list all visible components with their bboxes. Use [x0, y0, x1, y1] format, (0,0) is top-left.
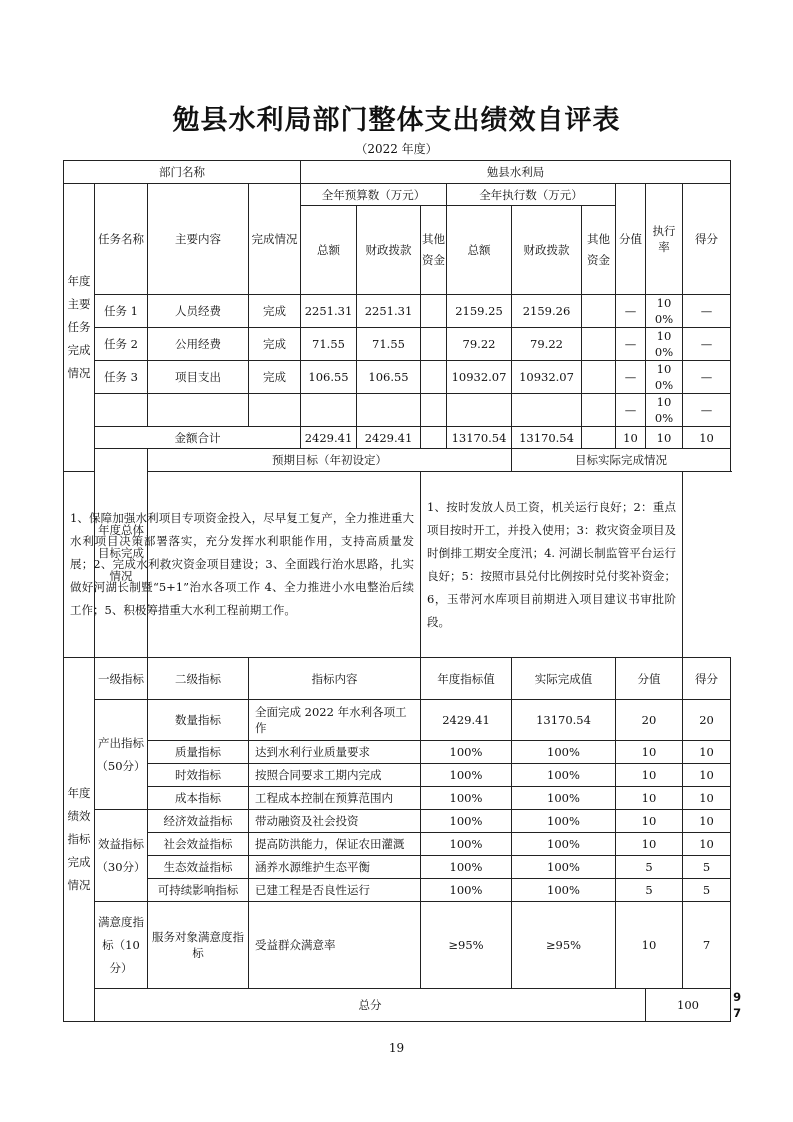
perf-target: ≥95% [421, 902, 512, 989]
perf-header-level2: 二级指标 [148, 658, 249, 700]
header-budget-other: 其他资金 [421, 206, 447, 295]
task-score: — [683, 394, 731, 427]
task-exec-other [582, 295, 616, 328]
task-budget-fiscal: 71.55 [357, 328, 421, 361]
perf-content: 全面完成 2022 年水利各项工作 [249, 700, 421, 741]
task-name: 任务 3 [95, 361, 148, 394]
perf-level2: 生态效益指标 [148, 856, 249, 879]
amount-exec-other [582, 427, 616, 449]
amount-budget-total: 2429.41 [301, 427, 357, 449]
amount-weight: 10 [616, 427, 646, 449]
perf-content: 工程成本控制在预算范围内 [249, 787, 421, 810]
perf-content: 涵养水源维护生态平衡 [249, 856, 421, 879]
perf-weight: 10 [616, 833, 683, 856]
table-row [64, 902, 731, 989]
perf-weight: 10 [616, 810, 683, 833]
perf-actual: 100% [512, 764, 616, 787]
task-header-row [64, 184, 731, 206]
perf-score: 10 [683, 787, 731, 810]
perf-level2: 成本指标 [148, 787, 249, 810]
perf-level2: 时效指标 [148, 764, 249, 787]
task-rate: 100% [646, 394, 683, 427]
page-subtitle: （2022 年度） [355, 142, 438, 156]
performance-table [63, 160, 742, 1022]
table-row [64, 741, 731, 764]
grand-total-label: 总分 [95, 989, 646, 1022]
perf-level2: 质量指标 [148, 741, 249, 764]
grand-total-weight: 100 [646, 989, 731, 1022]
task-budget-fiscal: 106.55 [357, 361, 421, 394]
task-name: 任务 2 [95, 328, 148, 361]
task-exec-other [582, 328, 616, 361]
task-budget-other [421, 295, 447, 328]
perf-target: 100% [421, 810, 512, 833]
perf-content: 达到水利行业质量要求 [249, 741, 421, 764]
task-exec-other [582, 394, 616, 427]
task-score: — [683, 295, 731, 328]
perf-header-target: 年度指标值 [421, 658, 512, 700]
header-status: 完成情况 [249, 184, 301, 295]
perf-target: 100% [421, 787, 512, 810]
perf-weight: 10 [616, 741, 683, 764]
goal-content-row [64, 472, 731, 658]
task-name: 任务 1 [95, 295, 148, 328]
perf-actual: 100% [512, 856, 616, 879]
perf-actual: 100% [512, 741, 616, 764]
header-score: 得分 [683, 184, 731, 295]
perf-header-score: 得分 [683, 658, 731, 700]
perf-actual: 100% [512, 787, 616, 810]
perf-actual: 100% [512, 833, 616, 856]
header-task-name: 任务名称 [95, 184, 148, 295]
task-exec-fiscal: 10932.07 [512, 361, 582, 394]
header-exec-group: 全年执行数（万元） [447, 184, 616, 206]
perf-weight: 10 [616, 764, 683, 787]
amount-rate: 10 [646, 427, 683, 449]
amount-score: 10 [683, 427, 731, 449]
task-section-label: 年度主要任务完成情况 [64, 184, 95, 472]
task-rate: 100% [646, 361, 683, 394]
task-content: 公用经费 [148, 328, 249, 361]
task-exec-total: 79.22 [447, 328, 512, 361]
task-content: 项目支出 [148, 361, 249, 394]
task-exec-total: 10932.07 [447, 361, 512, 394]
task-budget-other [421, 361, 447, 394]
task-weight: — [616, 361, 646, 394]
task-budget-total: 106.55 [301, 361, 357, 394]
perf-target: 2429.41 [421, 700, 512, 741]
header-budget-fiscal: 财政拨款 [357, 206, 421, 295]
perf-score: 10 [683, 833, 731, 856]
perf-score: 10 [683, 764, 731, 787]
task-weight: — [616, 295, 646, 328]
task-budget-total: 71.55 [301, 328, 357, 361]
table-row [64, 328, 731, 361]
task-score: — [683, 328, 731, 361]
task-name [95, 394, 148, 427]
task-exec-other [582, 361, 616, 394]
perf-weight: 5 [616, 879, 683, 902]
goal-header-row [64, 449, 731, 472]
perf-group-name: 产出指标（50分） [95, 700, 148, 810]
task-budget-total [301, 394, 357, 427]
perf-header-content: 指标内容 [249, 658, 421, 700]
goal-expected-text: 1、保障加强水利项目专项资金投入，尽早复工复产，全力推进重大水利项目决策部署落实，充分发挥水利职能作用，支持高质量发展；2、完成水利救灾资金项目建设；3、全面践行治水思路，扎实做好河湖长制暨“5+1”治水各项工作 4、全力推进小水电整治后续工作；5、积极筹措重大水利工程前期工作。 [64, 472, 421, 658]
perf-target: 100% [421, 741, 512, 764]
perf-score: 20 [683, 700, 731, 741]
header-exec-rate: 执行率 [646, 184, 683, 295]
dept-label: 部门名称 [64, 161, 301, 184]
amount-budget-other [421, 427, 447, 449]
dept-row [64, 161, 731, 184]
perf-actual: 100% [512, 810, 616, 833]
perf-target: 100% [421, 833, 512, 856]
perf-weight: 10 [616, 787, 683, 810]
task-exec-fiscal [512, 394, 582, 427]
amount-total-row [64, 427, 731, 449]
table-row [64, 787, 731, 810]
perf-target: 100% [421, 764, 512, 787]
table-row [64, 856, 731, 879]
perf-score: 7 [683, 902, 731, 989]
task-budget-fiscal [357, 394, 421, 427]
table-row [64, 361, 731, 394]
perf-header-weight: 分值 [616, 658, 683, 700]
amount-budget-fiscal: 2429.41 [357, 427, 421, 449]
grand-total-row: 总分 100 97 [64, 989, 731, 1022]
table-row [64, 295, 731, 328]
task-weight: — [616, 394, 646, 427]
perf-header-level1: 一级指标 [95, 658, 148, 700]
task-exec-total [447, 394, 512, 427]
perf-weight: 10 [616, 902, 683, 989]
task-content: 人员经费 [148, 295, 249, 328]
task-rate: 100% [646, 328, 683, 361]
perf-header-row [64, 658, 731, 700]
perf-content: 按照合同要求工期内完成 [249, 764, 421, 787]
header-budget-group: 全年预算数（万元） [301, 184, 447, 206]
perf-weight: 20 [616, 700, 683, 741]
amount-exec-total: 13170.54 [447, 427, 512, 449]
header-exec-total: 总额 [447, 206, 512, 295]
perf-level2: 社会效益指标 [148, 833, 249, 856]
perf-target: 100% [421, 879, 512, 902]
task-budget-total: 2251.31 [301, 295, 357, 328]
goal-section-label: 年度总体目标完成情况 [95, 449, 148, 658]
header-score-weight: 分值 [616, 184, 646, 295]
task-status: 完成 [249, 328, 301, 361]
perf-section-label: 年度绩效指标完成情况 [64, 658, 95, 1022]
table-row [64, 879, 731, 902]
perf-score: 5 [683, 879, 731, 902]
perf-weight: 5 [616, 856, 683, 879]
goal-actual-text: 1、按时发放人员工资，机关运行良好；2：重点项目按时开工，并投入使用；3：救灾资金项目及时倒排工期安全度汛；4. 河湖长制监管平台运行良好；5：按照市县兑付比例按时兑付奖补资金；6，玉带河水库项目前期进入项目建议书审批阶段。 [421, 472, 683, 658]
perf-content: 提高防洪能力，保证农田灌溉 [249, 833, 421, 856]
perf-actual: 13170.54 [512, 700, 616, 741]
task-budget-other [421, 328, 447, 361]
perf-level2: 可持续影响指标 [148, 879, 249, 902]
page-number: 19 [388, 1041, 405, 1055]
perf-content: 带动融资及社会投资 [249, 810, 421, 833]
task-exec-fiscal: 2159.26 [512, 295, 582, 328]
task-exec-fiscal: 79.22 [512, 328, 582, 361]
table-row [64, 810, 731, 833]
perf-actual: 100% [512, 879, 616, 902]
perf-content: 受益群众满意率 [249, 902, 421, 989]
perf-content: 已建工程是否良性运行 [249, 879, 421, 902]
task-budget-other [421, 394, 447, 427]
perf-level2: 数量指标 [148, 700, 249, 741]
perf-score: 10 [683, 810, 731, 833]
header-exec-fiscal: 财政拨款 [512, 206, 582, 295]
task-rate: 100% [646, 295, 683, 328]
table-row [64, 833, 731, 856]
page-title: 勉县水利局部门整体支出绩效自评表 [172, 105, 621, 136]
perf-target: 100% [421, 856, 512, 879]
header-budget-total: 总额 [301, 206, 357, 295]
amount-exec-fiscal: 13170.54 [512, 427, 582, 449]
task-content [148, 394, 249, 427]
header-main-content: 主要内容 [148, 184, 249, 295]
task-status [249, 394, 301, 427]
task-score: — [683, 361, 731, 394]
perf-group-name: 满意度指标（10分） [95, 902, 148, 989]
goal-actual-header: 目标实际完成情况 [512, 449, 731, 472]
task-status: 完成 [249, 361, 301, 394]
goal-expected-header: 预期目标（年初设定） [148, 449, 512, 472]
task-budget-fiscal: 2251.31 [357, 295, 421, 328]
table-row [64, 394, 731, 427]
header-exec-other: 其他资金 [582, 206, 616, 295]
perf-level2: 服务对象满意度指标 [148, 902, 249, 989]
perf-level2: 经济效益指标 [148, 810, 249, 833]
perf-score: 5 [683, 856, 731, 879]
perf-header-actual: 实际完成值 [512, 658, 616, 700]
amount-total-label: 金额合计 [95, 427, 301, 449]
perf-score: 10 [683, 741, 731, 764]
dept-value: 勉县水利局 [301, 161, 731, 184]
table-row [64, 764, 731, 787]
table-row [64, 700, 731, 741]
task-status: 完成 [249, 295, 301, 328]
perf-actual: ≥95% [512, 902, 616, 989]
perf-group-name: 效益指标（30分） [95, 810, 148, 902]
task-exec-total: 2159.25 [447, 295, 512, 328]
task-weight: — [616, 328, 646, 361]
